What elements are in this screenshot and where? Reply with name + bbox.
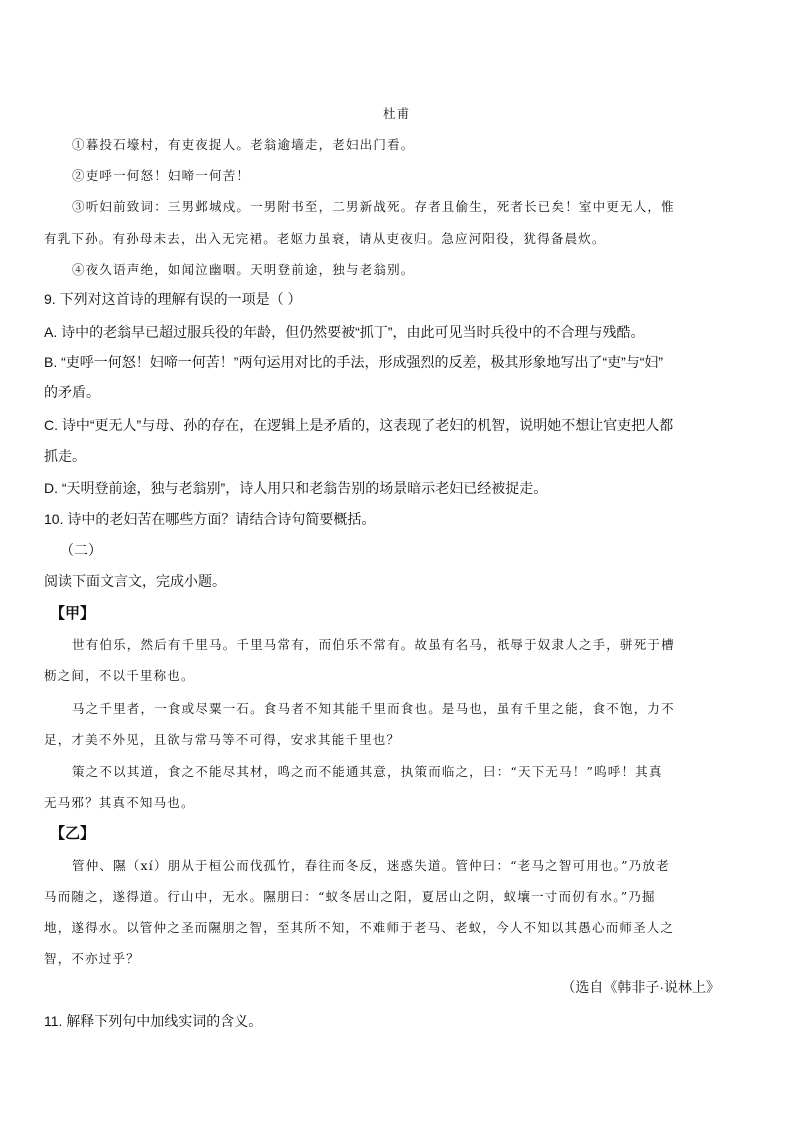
passage-yi-line: 管仲、隰（xí）朋从于桓公而伐孤竹，春往而冬反，迷惑失道。管仲曰：“老马之智可用也。”乃放老 [72, 858, 670, 873]
q9-option-c: C. 诗中“更无人”与母、孙的存在，在逻辑上是矛盾的，这表现了老妇的机智，说明她不想让官吏把人都 [44, 417, 674, 433]
passage-jia-line: 策之不以其道，食之不能尽其材，鸣之而不能通其意，执策而临之，曰：“天下无马！”呜呼！其真 [72, 764, 663, 779]
q9-option-d: D. “天明登前途，独与老翁别”，诗人用只和老翁告别的场景暗示老妇已经被捉走。 [44, 480, 548, 496]
passage-jia-line: 世有伯乐，然后有千里马。千里马常有，而伯乐不常有。故虽有名马，祇辱于奴隶人之手，骈死于槽 [72, 637, 675, 652]
section-instruction: 阅读下面文言文，完成小题。 [44, 573, 226, 589]
poem-line-3: ③听妇前致词：三男邺城戍。一男附书至，二男新战死。存者且偷生，死者长已矣！室中更无人，惟 [72, 199, 675, 214]
q11-stem: 11. 解释下列句中加线实词的含义。 [44, 1013, 263, 1029]
passage-jia-tag: 【甲】 [50, 605, 96, 622]
section-heading: （二） [60, 542, 102, 558]
q10-stem: 10. 诗中的老妇苦在哪些方面？请结合诗句简要概括。 [44, 511, 376, 527]
passage-jia-line: 无马邪？其真不知马也。 [44, 795, 195, 810]
poem-line-4: 有乳下孙。有孙母未去，出入无完裙。老妪力虽衰，请从吏夜归。急应河阳役，犹得备晨炊。 [44, 231, 606, 246]
q9-stem: 9. 下列对这首诗的理解有误的一项是（ ） [44, 291, 302, 307]
passage-jia-line: 马之千里者，一食或尽粟一石。食马者不知其能千里而食也。是马也，虽有千里之能，食不饱，力不 [72, 701, 675, 716]
poem-author: 杜甫 [383, 106, 411, 121]
q9-option-c-cont: 抓走。 [44, 448, 86, 464]
poem-line-2: ②吏呼一何怒！妇啼一何苦！ [72, 168, 251, 183]
source-note: （选自《韩非子·说林上》 [561, 979, 720, 995]
passage-jia-line: 足，才美不外见，且欲与常马等不可得，安求其能千里也？ [44, 732, 401, 747]
q9-option-a: A. 诗中的老翁早已超过服兵役的年龄，但仍然要被“抓丁”，由此可见当时兵役中的不合理与残酷。 [44, 324, 645, 340]
passage-yi-line: 智，不亦过乎？ [44, 951, 140, 966]
passage-yi-line: 马而随之，遂得道。行山中，无水。隰朋曰：“蚁冬居山之阳，夏居山之阴，蚁壤一寸而仞有水。”乃掘 [44, 889, 656, 904]
passage-yi-tag: 【乙】 [50, 825, 96, 842]
poem-line-5: ④夜久语声绝，如闻泣幽咽。天明登前途，独与老翁别。 [72, 262, 415, 277]
passage-yi-line: 地，遂得水。以管仲之圣而隰朋之智，至其所不知，不难师于老马、老蚁，今人不知以其愚心而师圣人之 [44, 920, 675, 935]
poem-line-1: ①暮投石壕村，有吏夜捉人。老翁逾墙走，老妇出门看。 [72, 137, 415, 152]
q9-option-b-cont: 的矛盾。 [44, 384, 100, 400]
q9-option-b: B. “吏呼一何怒！妇啼一何苦！”两句运用对比的手法，形成强烈的反差，极其形象地写出了“吏”与“妇” [44, 354, 664, 370]
passage-jia-line: 枥之间，不以千里称也。 [44, 668, 195, 683]
